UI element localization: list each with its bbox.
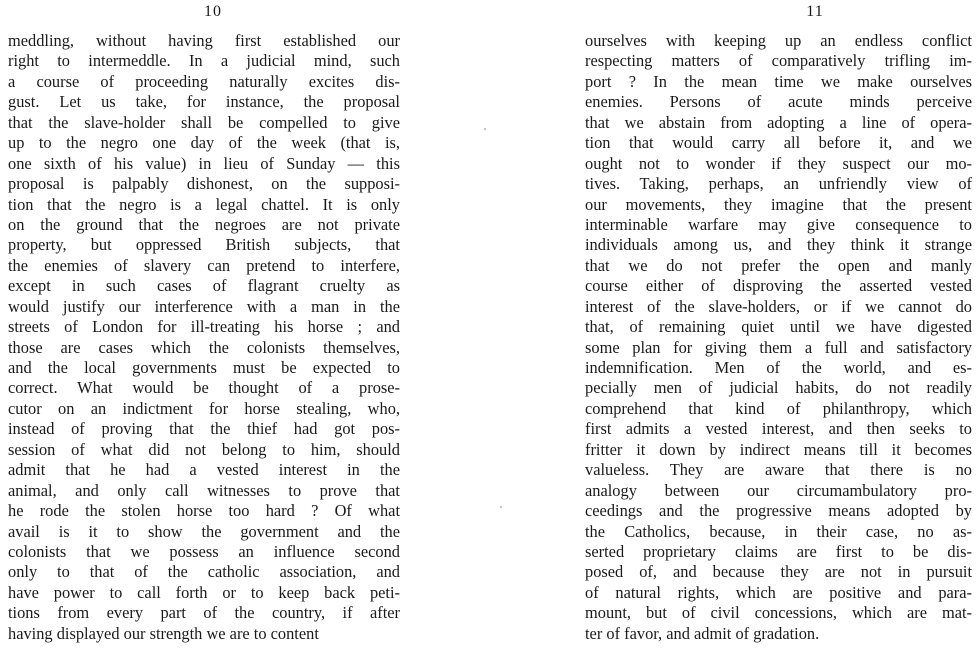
right-page-text-line: posed of, and because they are not in pursuit [585, 562, 972, 582]
right-page-text-line: serted proprietary claims are first to be dis- [585, 541, 972, 561]
gutter-speck [484, 128, 486, 130]
left-page-text-line: proposal is palpably dishonest, on the supposi- [8, 174, 400, 194]
right-page-text-line: ceedings and the progressive means adopted by [585, 501, 972, 521]
right-page-text-line: of natural rights, which are positive and para- [585, 582, 972, 602]
left-page-text [8, 31, 400, 644]
right-page-text-line: course either of disproving the asserted vested [585, 276, 972, 296]
right-page-text-line: fritter it down by indirect means till it becomes [585, 439, 972, 459]
left-page-text-line: right to intermeddle. In a judicial mind, such [8, 51, 400, 71]
left-page-text-line: one sixth of his value) in lieu of Sunday — this [8, 153, 400, 173]
left-page-text-line: colonists that we possess an influence second [8, 541, 400, 561]
left-page-text-line: those are cases which the colonists themselves, [8, 337, 400, 357]
left-page-text-line: tions from every part of the country, if after [8, 603, 400, 623]
left-page-text-line: cutor on an indictment for horse stealing, who, [8, 398, 400, 418]
left-page-text-line: correct. What would be thought of a prose- [8, 378, 400, 398]
left-page-text-line: a course of proceeding naturally excites dis- [8, 71, 400, 91]
right-page-text-line: mount, but of civil concessions, which are mat- [585, 603, 972, 623]
left-page-text-line: instead of proving that the thief had got pos- [8, 419, 400, 439]
right-page-text-line: ter of favor, and admit of gradation. [585, 623, 820, 643]
left-page-text-line: tion that the negro is a legal chattel. It is only [8, 194, 400, 214]
right-page-text-line: ourselves with keeping up an endless conflict [585, 31, 972, 50]
right-page-text-line: respecting matters of comparatively trifling im- [585, 51, 972, 71]
right-page-text-line: that we abstain from adopting a line of opera- [585, 112, 972, 132]
right-page-text-line: enemies. Persons of acute minds perceive [585, 92, 972, 112]
left-page-text-line: animal, and only call witnesses to prove that [8, 480, 400, 500]
right-page-number: 11 [806, 3, 824, 20]
left-page-text-line: meddling, without having first established our [8, 31, 400, 50]
right-page-text-line: that we do not prefer the open and manly [585, 255, 972, 275]
left-page-text-line: the enemies of slavery can pretend to interfere, [8, 255, 400, 275]
right-page-text-line: interminable warfare may give consequence to [585, 214, 972, 234]
right-page-text-line: interest of the slave-holders, or if we cannot do [585, 296, 972, 316]
left-page-text-line: have power to call forth or to keep back peti- [8, 582, 400, 602]
left-page-text-line: admit that he had a vested interest in the [8, 460, 400, 480]
left-page-number: 10 [204, 3, 222, 20]
right-page-text [585, 31, 972, 644]
right-page-text-line: comprehend that kind of philanthropy, which [585, 398, 972, 418]
left-page-text-line: gust. Let us take, for instance, the proposal [8, 92, 400, 112]
left-page-text-line: only to that of the catholic association, and [8, 562, 400, 582]
left-page-text-line: having displayed our strength we are to content [8, 623, 319, 643]
right-page-text-line: some plan for giving them a full and satisfactory [585, 337, 972, 357]
left-page-text-line: that the slave-holder shall be compelled to give [8, 112, 400, 132]
left-page-text-line: property, but oppressed British subjects, that [8, 235, 400, 255]
right-page-text-line: the Catholics, because, in their case, no as- [585, 521, 972, 541]
left-page-text-line: and the local governments must be expected to [8, 358, 400, 377]
right-page-text-line: indemnification. Men of the world, and es- [585, 358, 972, 377]
right-page-text-line: our movements, they imagine that the present [585, 194, 972, 214]
right-page-text-line: port ? In the mean time we make ourselves [585, 71, 972, 91]
right-page-text-line: first admits a vested interest, and then seeks to [585, 419, 972, 439]
right-page-text-line: valueless. They are aware that there is no [585, 460, 972, 480]
left-page-text-line: on the ground that the negroes are not private [8, 214, 400, 234]
right-page-text-line: pecially men of judicial habits, do not readily [585, 378, 972, 398]
left-page-text-line: he rode the stolen horse too hard ? Of what [8, 501, 400, 521]
right-page-text-line: individuals among us, and they think it strange [585, 235, 972, 255]
left-page-text-line: except in such cases of flagrant cruelty as [8, 276, 400, 296]
left-page-text-line: streets of London for ill-treating his horse ; and [8, 317, 400, 337]
right-page-text-line: analogy between our circumambulatory pro- [585, 480, 972, 500]
right-page-text-line: ought not to wonder if they suspect our mo- [585, 153, 972, 173]
right-page-text-line: tion that would carry all before it, and we [585, 133, 972, 153]
left-page-text-line: would justify our interference with a man in the [8, 296, 400, 316]
left-page-text-line: up to the negro one day of the week (that is, [8, 133, 400, 153]
gutter-speck [500, 506, 502, 508]
right-page-text-line: that, of remaining quiet until we have digested [585, 317, 972, 337]
left-page-text-line: avail is it to show the government and the [8, 521, 400, 541]
right-page-text-line: tives. Taking, perhaps, an unfriendly view of [585, 174, 972, 194]
left-page-text-line: session of what did not belong to him, should [8, 439, 400, 459]
